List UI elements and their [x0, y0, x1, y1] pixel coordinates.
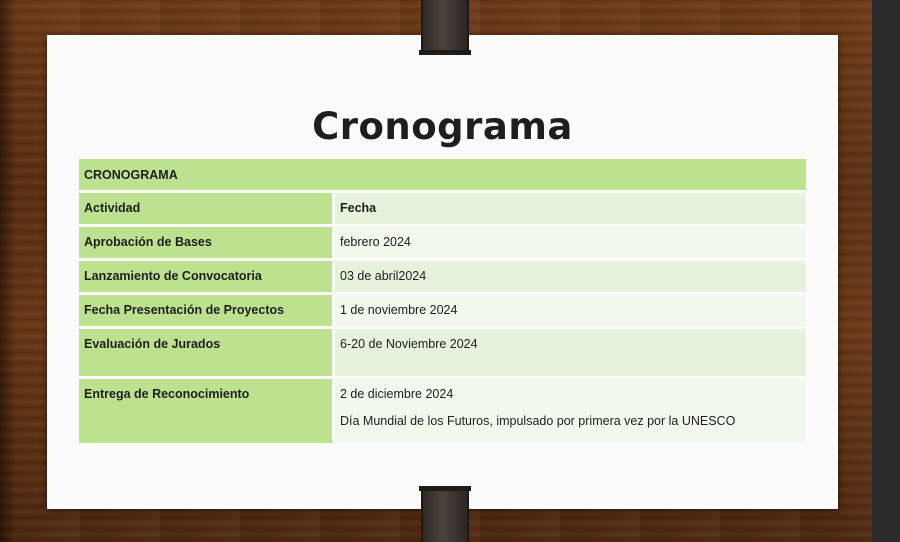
- date-text: 2 de diciembre 2024: [340, 387, 454, 401]
- table-caption-row: [79, 159, 806, 190]
- presentation-slide: [47, 35, 838, 509]
- left-edge-shadow: [0, 0, 16, 542]
- schedule-table: [79, 159, 806, 446]
- date-cell: febrero 2024: [335, 227, 806, 258]
- bottom-clip: [421, 486, 469, 542]
- date-note: Día Mundial de los Futuros, impulsado por primera vez por la UNESCO: [340, 414, 736, 428]
- table-row: [79, 227, 806, 258]
- table-row: [79, 379, 806, 443]
- top-clip: [421, 0, 469, 55]
- activity-cell: Aprobación de Bases: [79, 227, 332, 258]
- table-row: [79, 261, 806, 292]
- activity-cell: Entrega de Reconocimiento: [79, 379, 332, 443]
- date-cell: 03 de abril2024: [335, 261, 806, 292]
- table-row: [79, 295, 806, 326]
- table-row: [79, 329, 806, 376]
- header-date: Fecha: [335, 193, 806, 224]
- table-header-row: [79, 193, 806, 224]
- header-activity: Actividad: [79, 193, 332, 224]
- slide-title: Cronograma: [312, 105, 573, 148]
- date-cell: 6-20 de Noviembre 2024: [335, 329, 806, 376]
- activity-cell: Evaluación de Jurados: [79, 329, 332, 376]
- date-cell: [335, 379, 806, 443]
- activity-cell: Fecha Presentación de Proyectos: [79, 295, 332, 326]
- date-cell: 1 de noviembre 2024: [335, 295, 806, 326]
- activity-cell: Lanzamiento de Convocatoria: [79, 261, 332, 292]
- table-caption: CRONOGRAMA: [84, 167, 178, 182]
- right-dark-bar: [872, 0, 900, 542]
